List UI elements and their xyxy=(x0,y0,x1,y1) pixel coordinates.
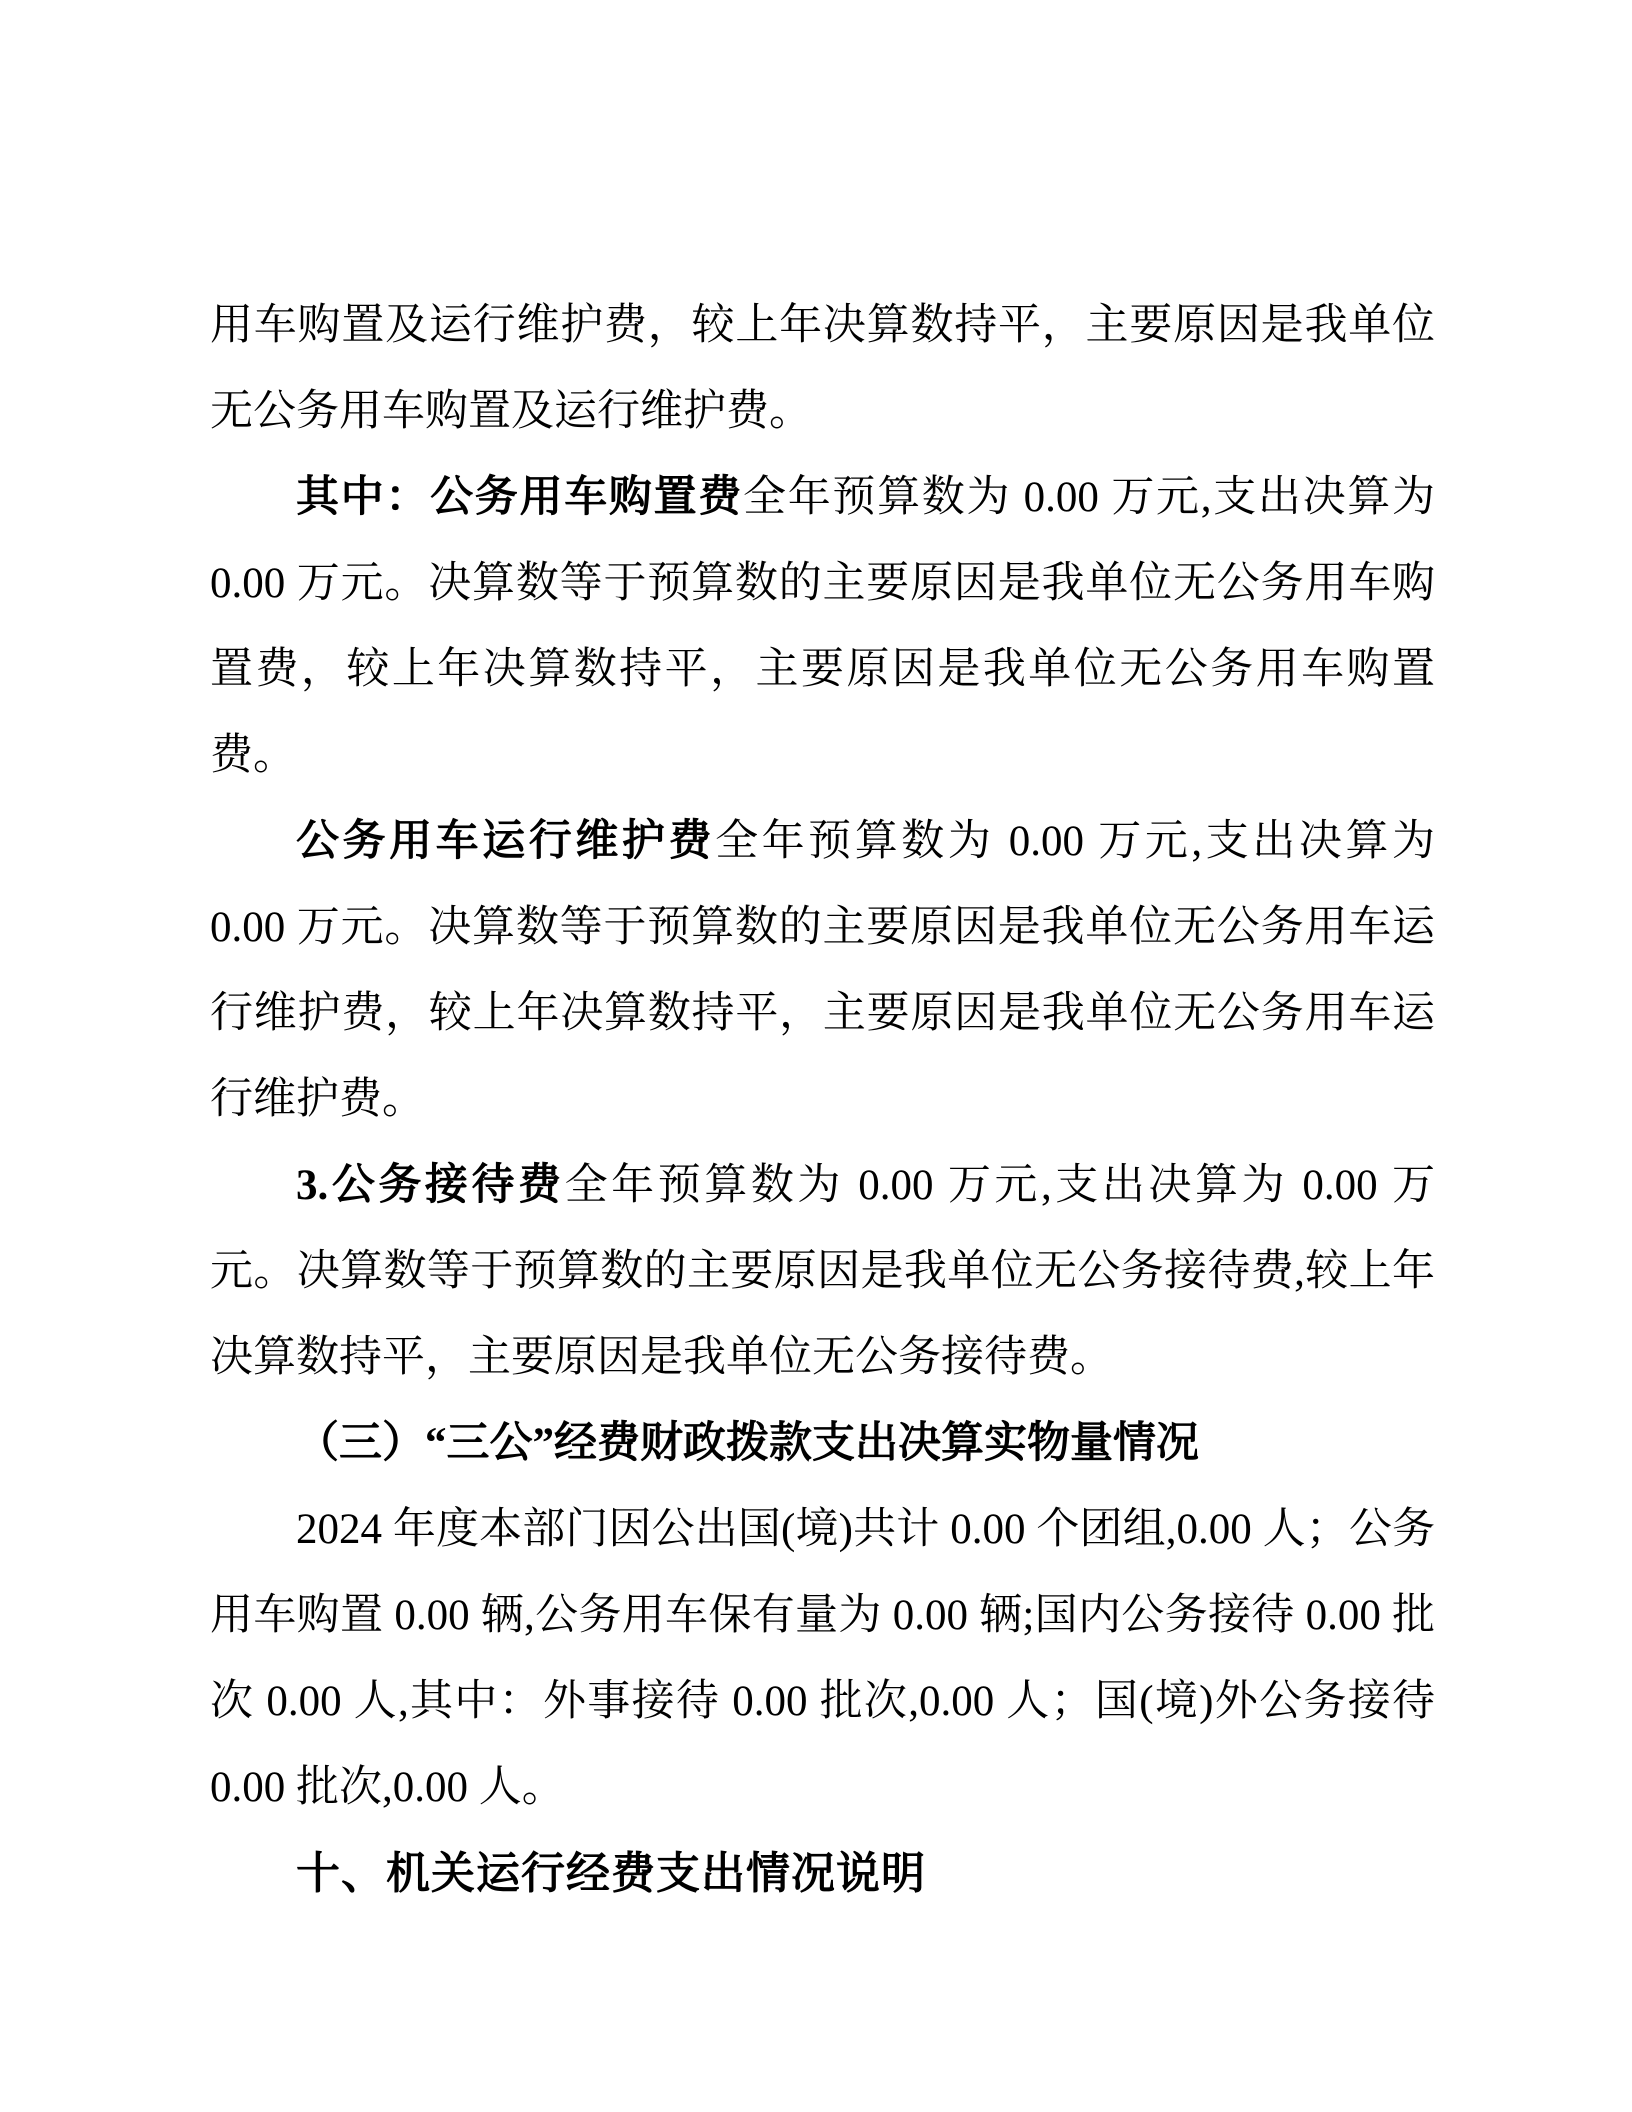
para-physical-quantity-segment-0: 2024 年度本部门因公出国(境)共计 0.00 个团组,0.00 人；公务用车购置 0.00 辆,公务用车保有量为 0.00 辆;国内公务接待 0.00 批次 0.00 人,其中：外事接待 0.00 批次,0.00 人；国(境)外公务接待 0.00 批次,0.00 人。 xyxy=(210,1506,1435,1811)
para-official-reception-fee xyxy=(210,1143,1435,1401)
heading-section-ten-segment-0: 十、机关运行经费支出情况说明 xyxy=(296,1849,926,1898)
para-official-reception-fee-segment-1: 全年预算数为 0.00 万元,支出决算为 0.00 万元。决算数等于预算数的主要原因是我单位无公务接待费,较上年决算数持平，主要原因是我单位无公务接待费。 xyxy=(210,1162,1435,1381)
heading-section-three-segment-0: （三）“三公”经费财政拨款支出决算实物量情况 xyxy=(296,1420,1199,1467)
para-vehicle-maintenance-fee xyxy=(210,799,1435,1143)
para-official-reception-fee-segment-0: 3.公务接待费 xyxy=(296,1162,565,1209)
para-vehicle-purchase-fee-segment-1: 全年预算数为 0.00 万元,支出决算为 0.00 万元。决算数等于预算数的主要原因是我单位无公务用车购置费，较上年决算数持平，主要原因是我单位无公务用车购置费。 xyxy=(210,474,1435,779)
heading-section-ten xyxy=(210,1831,1435,1917)
para-vehicle-total-continuation xyxy=(210,283,1435,455)
para-vehicle-purchase-fee-segment-0: 其中：公务用车购置费 xyxy=(296,474,743,521)
para-vehicle-maintenance-fee-segment-0: 公务用车运行维护费 xyxy=(296,818,716,865)
para-vehicle-total-continuation-segment-0: 用车购置及运行维护费，较上年决算数持平，主要原因是我单位无公务用车购置及运行维护费。 xyxy=(210,302,1435,435)
para-physical-quantity xyxy=(210,1487,1435,1831)
para-vehicle-purchase-fee xyxy=(210,455,1435,799)
document-page xyxy=(210,283,1435,1917)
heading-section-three xyxy=(210,1401,1435,1487)
para-vehicle-maintenance-fee-segment-1: 全年预算数为 0.00 万元,支出决算为 0.00 万元。决算数等于预算数的主要原因是我单位无公务用车运行维护费，较上年决算数持平，主要原因是我单位无公务用车运行维护费。 xyxy=(210,818,1435,1123)
